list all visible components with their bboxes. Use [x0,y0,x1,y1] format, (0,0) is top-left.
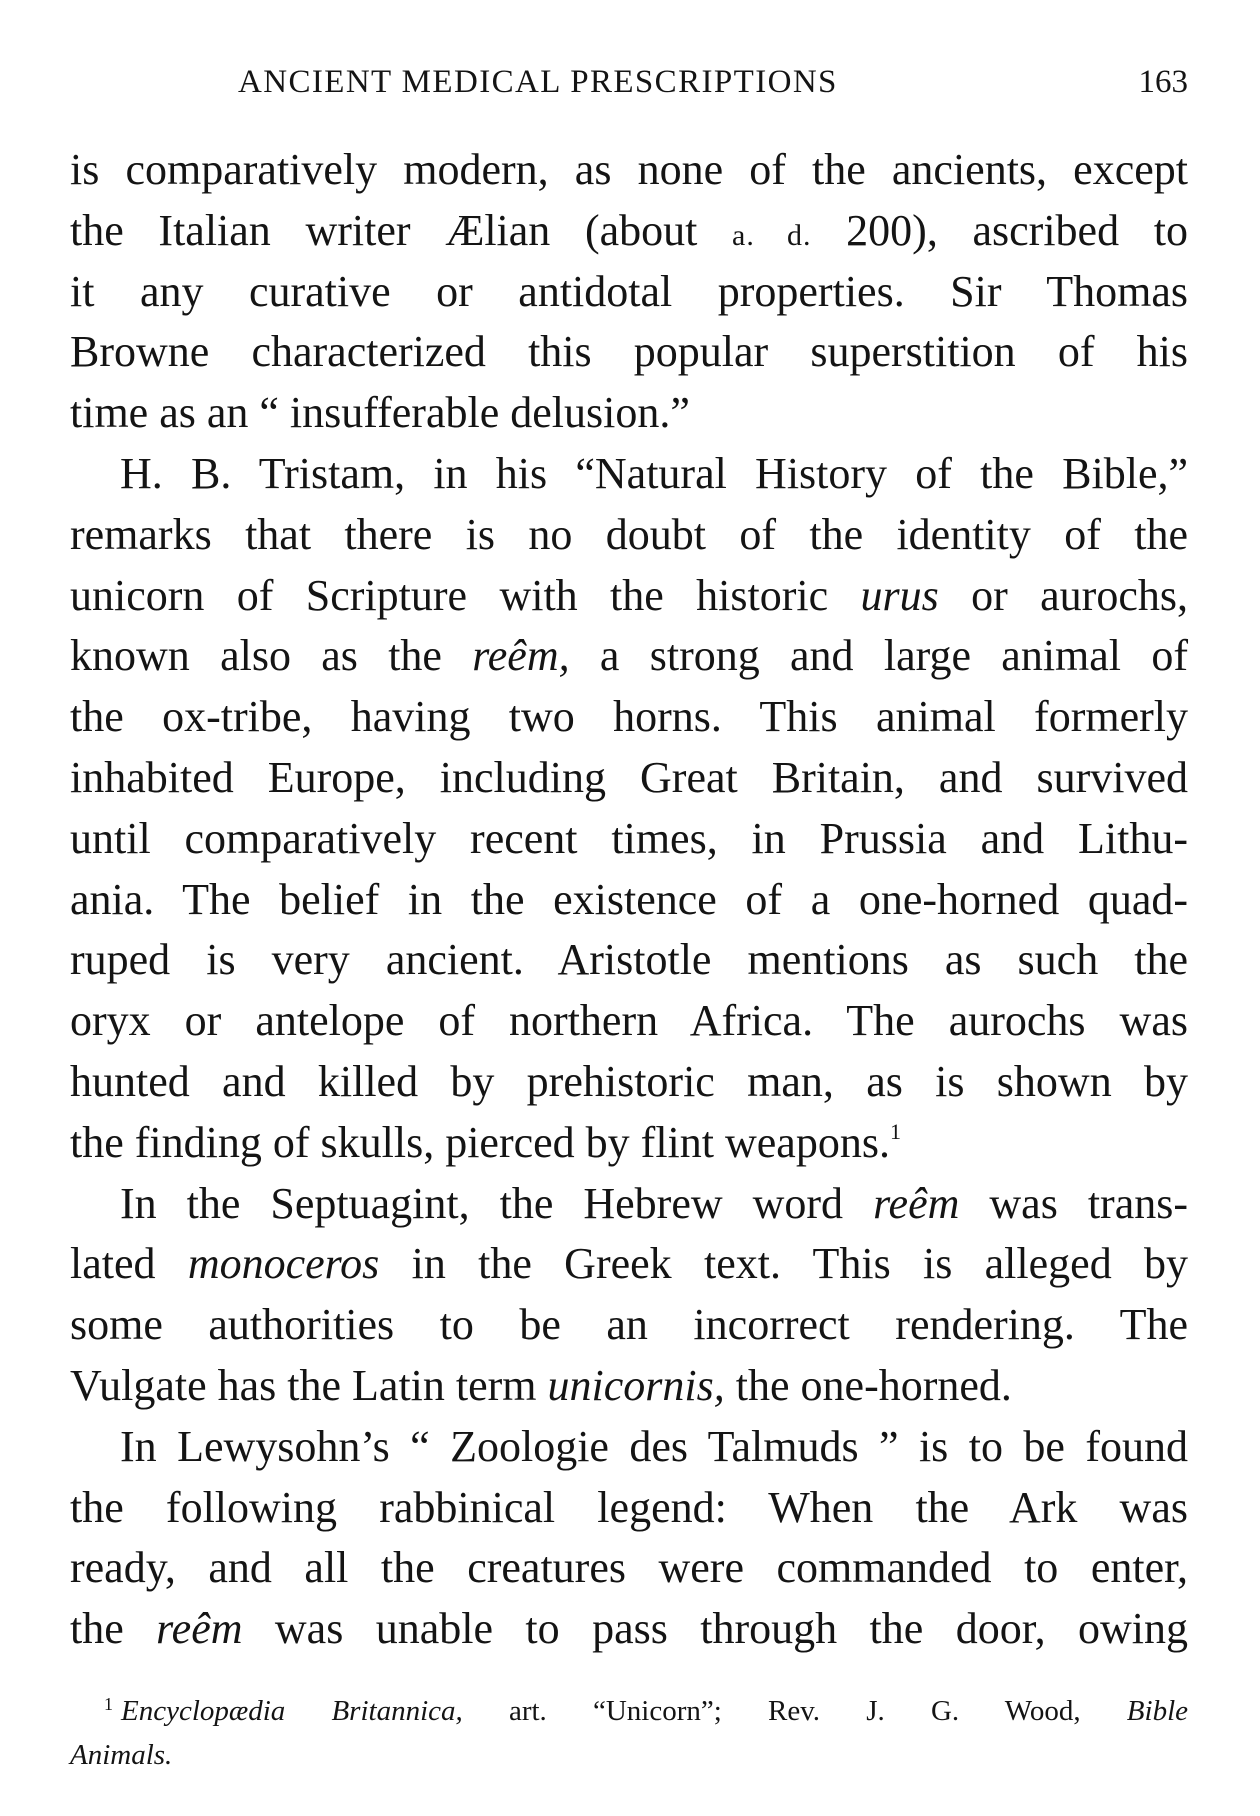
text-span: unicorn of Scripture with the historic [70,570,861,620]
text-line [70,444,1188,505]
footnote-italic: Bible [1126,1695,1188,1727]
text-span: time as an “ insufferable delusion.” [70,388,690,438]
text-span: Vulgate has the Latin term [70,1360,548,1410]
italic-term: reêm, [472,631,570,681]
date-small-caps: a. d. [732,218,812,252]
text-line [70,809,1188,870]
text-span: some authorities to be an incorrect rendering. The [70,1300,1188,1350]
text-line [70,1538,1188,1599]
text-span: hunted and killed by prehistoric man, as is shown by [70,1056,1188,1106]
text-span: 200), ascribed to [811,205,1188,255]
footnote-line [70,1689,1188,1733]
text-line [70,505,1188,566]
text-span: ready, and all the creatures were commanded to enter, [70,1543,1188,1593]
footnote [70,1689,1188,1777]
text-span: In the Septuagint, the Hebrew word [120,1178,874,1228]
italic-term: monoceros [187,1239,380,1289]
italic-term: urus [860,570,939,620]
italic-term: reêm [156,1604,243,1654]
text-line [70,748,1188,809]
text-line [70,991,1188,1052]
text-line [70,566,1188,627]
footnote-marker: 1 [104,1694,113,1714]
text-span: the one-horned. [724,1360,1012,1410]
text-span: In Lewysohn’s “ Zoologie des Talmuds ” is to be found [120,1421,1188,1471]
text-span: the finding of skulls, pierced by flint weapons. [70,1117,890,1167]
body-text [70,140,1188,1660]
text-line [70,1356,1188,1417]
text-span: a strong and large animal of [569,631,1188,681]
text-span: in the Greek text. This is alleged by [379,1239,1188,1289]
text-line [70,1113,1188,1174]
text-span: H. B. Tristam, in his “Natural History of the Bible,” [120,448,1188,498]
text-line [70,322,1188,383]
italic-term: reêm [873,1178,960,1228]
page-number: 163 [1138,64,1188,100]
text-line [70,1052,1188,1113]
text-span: is comparatively modern, as none of the ancients, except [70,145,1188,194]
text-line [70,1599,1188,1660]
italic-term: unicornis, [547,1360,725,1410]
text-line [70,1417,1188,1478]
text-line [70,262,1188,323]
footnote-reference[interactable]: 1 [889,1118,901,1144]
text-span: it any curative or antidotal properties. Sir Thomas [70,266,1188,316]
text-span: ania. The belief in the existence of a one-horned quad- [70,874,1188,924]
text-span: the Italian writer Ælian (about [70,205,733,255]
text-span: lated [70,1239,188,1289]
footnote-italic: Encyclopædia Britannica, [121,1695,463,1727]
text-span: was unable to pass through the door, owing [242,1604,1188,1654]
text-line [70,687,1188,748]
text-line [70,870,1188,931]
footnote-italic: Animals. [70,1739,173,1771]
text-span: or aurochs, [938,570,1188,620]
text-line [70,1174,1188,1235]
text-span: the ox-tribe, having two horns. This animal formerly [70,692,1188,742]
footnote-line [70,1733,1188,1777]
text-line [70,140,1188,201]
text-line [70,1234,1188,1295]
running-head [0,64,1260,114]
text-span: the [70,1604,157,1654]
text-span: until comparatively recent times, in Prussia and Lithu- [70,813,1188,863]
text-span: inhabited Europe, including Great Britain, and survived [70,752,1188,802]
text-line [70,383,1188,444]
text-span: Browne characterized this popular superstition of his [70,327,1188,377]
text-span: the following rabbinical legend: When the Ark was [70,1482,1188,1532]
text-span: known also as the [70,631,473,681]
footnote-text: art. “Unicorn”; Rev. J. G. Wood, [462,1695,1127,1727]
text-line [70,930,1188,991]
text-line [70,201,1188,262]
text-span: was trans- [959,1178,1188,1228]
text-span: remarks that there is no doubt of the identity of the [70,509,1188,559]
text-span: ruped is very ancient. Aristotle mentions as such the [70,935,1188,985]
text-line [70,1295,1188,1356]
text-span: oryx or antelope of northern Africa. The aurochs was [70,996,1188,1046]
running-title: ANCIENT MEDICAL PRESCRIPTIONS [238,64,838,100]
text-line [70,626,1188,687]
text-line [70,1478,1188,1539]
